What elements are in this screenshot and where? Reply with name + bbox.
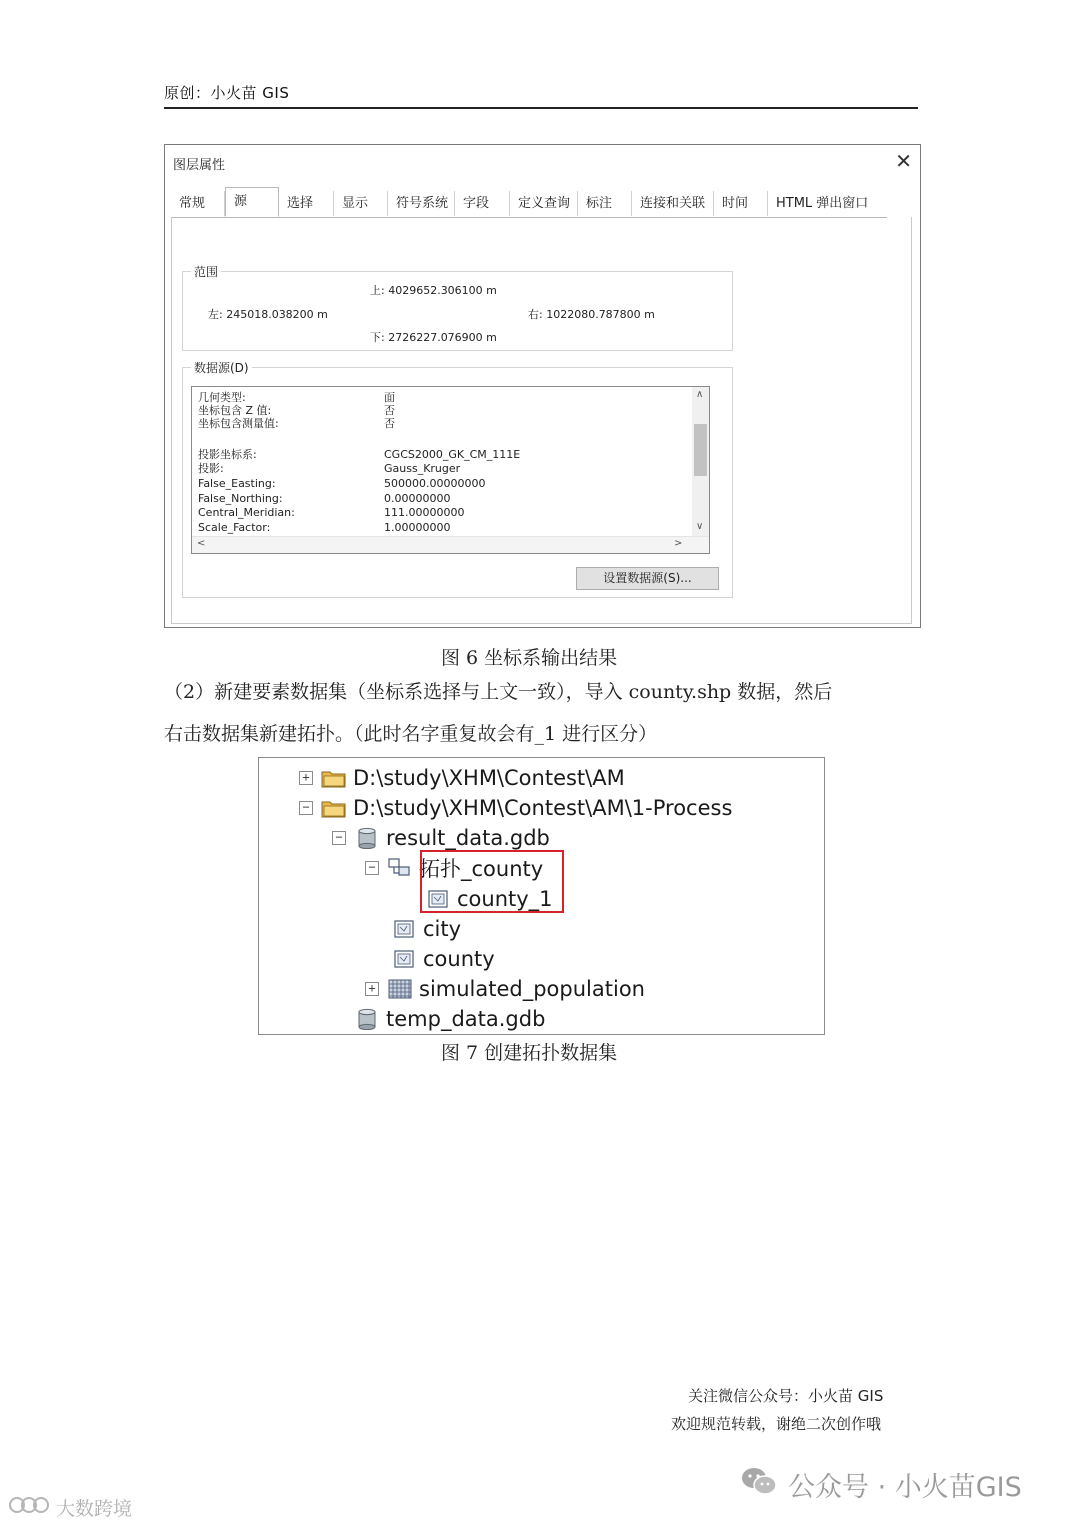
ds-key: 坐标包含测量值:	[198, 417, 279, 430]
tree-node-label: D:\study\XHM\Contest\AM\1-Process	[353, 796, 733, 820]
tab-selection[interactable]: 选择	[279, 191, 334, 216]
ds-key: False_Easting:	[198, 477, 276, 490]
scroll-left-icon[interactable]: <	[197, 538, 206, 549]
extent-right: 右: 1022080.787800 m	[528, 308, 655, 321]
watermark-right	[740, 1465, 1022, 1504]
tab-time[interactable]: 时间	[714, 191, 768, 216]
ds-key: 几何类型:	[198, 391, 246, 404]
ds-value: 面	[384, 391, 395, 404]
topology-icon	[387, 857, 413, 879]
tree-node-label: county	[423, 947, 495, 971]
tree-node-county[interactable]	[391, 945, 495, 973]
datasource-group-title: 数据源(D)	[191, 359, 252, 376]
extent-bottom: 下: 2726227.076900 m	[370, 331, 497, 344]
dialog-title: 图层属性	[173, 158, 226, 173]
tree-node-city[interactable]	[391, 915, 461, 943]
watermark-left	[8, 1494, 132, 1521]
ds-key: 投影:	[198, 462, 224, 475]
tree-node-label: temp_data.gdb	[386, 1007, 546, 1031]
tree-node-label: D:\study\XHM\Contest\AM	[353, 766, 625, 790]
expand-icon[interactable]: +	[365, 982, 379, 996]
tree-node-label: city	[423, 917, 462, 941]
extent-top: 上: 4029652.306100 m	[370, 284, 497, 297]
ds-value: 111.00000000	[384, 506, 465, 519]
tab-bar	[171, 191, 887, 218]
database-icon	[354, 827, 380, 849]
expand-icon[interactable]: +	[299, 771, 313, 785]
ds-value: 否	[384, 417, 395, 430]
tree-node-label: 拓扑_county	[419, 857, 544, 881]
highlight-box	[420, 850, 564, 913]
tab-labels[interactable]: 标注	[578, 191, 632, 216]
horizontal-scrollbar[interactable]	[192, 536, 709, 553]
close-icon[interactable]: ✕	[895, 149, 912, 173]
tree-node-label: county_1	[457, 887, 553, 911]
collapse-icon[interactable]: −	[332, 831, 346, 845]
watermark-left-text: 大数跨境	[56, 1498, 133, 1520]
feature-class-icon	[391, 918, 417, 940]
footer-line1: 关注微信公众号：小火苗 GIS	[688, 1387, 884, 1405]
wechat-icon	[740, 1466, 778, 1503]
brand-logo-icon	[8, 1494, 52, 1521]
database-icon	[354, 1008, 380, 1030]
tab-general[interactable]: 常规	[171, 191, 225, 216]
ds-value: Gauss_Kruger	[384, 462, 461, 475]
ds-key: Central_Meridian:	[198, 506, 295, 519]
ds-value: 1.00000000	[384, 521, 451, 534]
figure6-caption: 图 6 坐标系输出结果	[441, 647, 618, 669]
tab-display[interactable]: 显示	[334, 191, 388, 216]
ds-value: 0.00000000	[384, 492, 451, 505]
figure7-caption: 图 7 创建拓扑数据集	[441, 1042, 618, 1064]
paragraph-line1: （2）新建要素数据集（坐标系选择与上文一致），导入 county.shp 数据，然后	[164, 681, 833, 703]
tab-html-popup[interactable]: HTML 弹出窗口	[776, 196, 869, 211]
vertical-scrollbar[interactable]	[692, 387, 709, 537]
feature-class-icon	[391, 948, 417, 970]
tree-node-label: result_data.gdb	[386, 826, 550, 850]
folder-icon	[321, 797, 347, 819]
extent-group	[182, 265, 733, 351]
layer-properties-dialog	[164, 144, 921, 628]
ds-key: False_Northing:	[198, 492, 283, 505]
extent-group-title: 范围	[191, 263, 221, 280]
scroll-right-icon[interactable]: >	[674, 538, 683, 549]
tree-node-simulated-population[interactable]	[365, 975, 645, 1003]
datasource-listbox[interactable]	[191, 386, 710, 554]
footer-line2: 欢迎规范转载，谢绝二次创作哦	[671, 1415, 882, 1433]
tab-source[interactable]: 源	[225, 187, 279, 217]
scroll-thumb[interactable]	[694, 424, 707, 476]
scroll-up-icon[interactable]: ∧	[696, 389, 704, 400]
watermark-right-text: 公众号 · 小火苗GIS	[788, 1472, 1022, 1503]
folder-icon	[321, 767, 347, 789]
tab-joins-relates[interactable]: 连接和关联	[632, 191, 714, 216]
catalog-tree	[258, 757, 825, 1035]
tab-fields[interactable]: 字段	[455, 191, 510, 216]
tree-node-label: simulated_population	[419, 977, 645, 1001]
ds-key: 投影坐标系:	[198, 448, 257, 461]
tab-definition-query[interactable]: 定义查询	[510, 191, 578, 216]
collapse-icon[interactable]: −	[365, 861, 379, 875]
raster-icon	[387, 978, 413, 1000]
extent-left: 左: 245018.038200 m	[208, 308, 328, 321]
ds-value: 500000.00000000	[384, 477, 486, 490]
set-datasource-button[interactable]: 设置数据源(S)...	[576, 567, 719, 590]
ds-value: CGCS2000_GK_CM_111E	[384, 448, 521, 461]
tab-symbology[interactable]: 符号系统	[388, 191, 455, 216]
header-text: 原创：小火苗 GIS	[164, 84, 290, 102]
tree-node-folder-am[interactable]	[299, 764, 625, 792]
ds-value: 否	[384, 404, 395, 417]
dialog-body	[171, 217, 912, 624]
header-rule	[164, 107, 918, 109]
paragraph-line2: 右击数据集新建拓扑。（此时名字重复故会有_1 进行区分）	[164, 723, 658, 745]
collapse-icon[interactable]: −	[299, 801, 313, 815]
tree-node-folder-process[interactable]	[299, 794, 732, 822]
tree-node-temp-gdb[interactable]	[354, 1005, 545, 1033]
ds-key: 坐标包含 Z 值:	[198, 404, 272, 417]
ds-key: Scale_Factor:	[198, 521, 271, 534]
scroll-down-icon[interactable]: ∨	[696, 521, 704, 532]
tree-node-result-gdb[interactable]	[332, 824, 550, 852]
